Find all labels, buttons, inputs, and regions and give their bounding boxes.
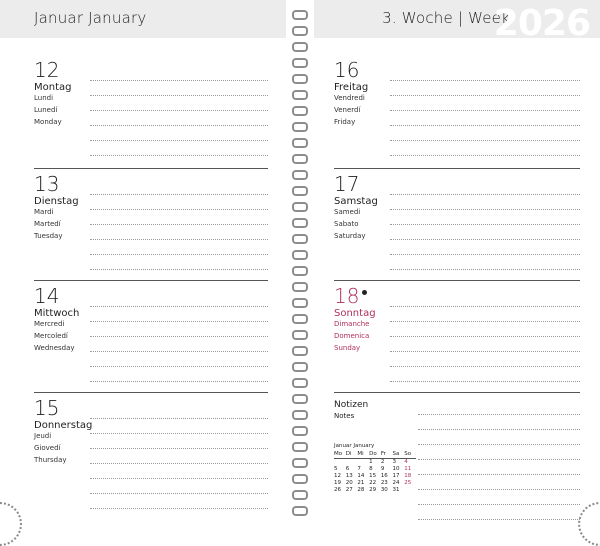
spiral-ring <box>292 330 308 340</box>
mini-week-row <box>334 466 416 473</box>
notes-lines[interactable] <box>418 400 580 520</box>
day-number: 17 <box>334 172 360 196</box>
spiral-ring <box>292 410 308 420</box>
mini-week-row <box>334 480 416 487</box>
day-name-fr: Mardi <box>34 208 54 216</box>
mini-day-cell: 21 <box>357 480 365 486</box>
mini-day-cell: 17 <box>392 473 400 479</box>
notes-title: Notizen <box>334 400 369 410</box>
day-number: 16 <box>334 58 360 82</box>
mini-day-cell: 8 <box>369 466 373 472</box>
mini-weekday-label: So <box>404 451 416 459</box>
spiral-ring <box>292 122 308 132</box>
day-name-it: Martedí <box>34 220 61 228</box>
day-number: 15 <box>34 396 60 420</box>
spiral-ring <box>292 266 308 276</box>
day-separator <box>34 168 268 169</box>
writing-lines[interactable] <box>90 404 268 509</box>
mini-day-cell: 27 <box>345 487 353 493</box>
spiral-ring <box>292 10 308 20</box>
day-name-it: Venerdí <box>334 106 361 114</box>
mini-day-cell: 29 <box>369 487 377 493</box>
spiral-ring <box>292 506 308 516</box>
day-number: 13 <box>34 172 60 196</box>
mini-day-cell: 6 <box>345 466 350 472</box>
day-name: Samstag <box>334 196 378 207</box>
day-name-en: Thursday <box>34 456 67 464</box>
writing-lines[interactable] <box>90 66 268 156</box>
mini-day-cell: 13 <box>345 473 353 479</box>
day-block-tuesday <box>0 172 286 284</box>
day-block-monday <box>0 58 286 170</box>
day-separator <box>34 392 268 393</box>
mini-week-row <box>334 459 416 467</box>
day-name-fr: Lundi <box>34 94 54 102</box>
mini-day-cell: 30 <box>380 487 388 493</box>
mini-day-cell: 2 <box>380 459 385 465</box>
mini-weekday-label: Fr <box>381 451 393 459</box>
mini-day-cell: 12 <box>334 473 341 479</box>
day-number: 12 <box>34 58 60 82</box>
mini-day-cell: 18 <box>404 473 412 479</box>
spiral-ring <box>292 458 308 468</box>
holiday-dot-icon <box>362 290 367 295</box>
spiral-ring <box>292 298 308 308</box>
day-name-en: Saturday <box>334 232 366 240</box>
day-name: Dienstag <box>34 196 79 207</box>
day-separator <box>334 392 580 393</box>
day-name: Mittwoch <box>34 308 80 319</box>
mini-day-cell: 23 <box>380 480 388 486</box>
day-block-sunday <box>314 284 600 396</box>
mini-day-cell: 31 <box>392 487 400 493</box>
year-label: 2026 <box>493 3 590 44</box>
day-name-en: Friday <box>334 118 356 126</box>
spiral-ring <box>292 394 308 404</box>
day-separator <box>334 280 580 281</box>
day-block-friday <box>314 58 600 170</box>
mini-calendar-grid <box>334 451 416 494</box>
spiral-ring <box>292 26 308 36</box>
day-block-thursday <box>0 396 286 508</box>
day-name-fr: Jeudi <box>34 432 52 440</box>
day-number: 18 <box>334 284 360 308</box>
day-name: Sonntag <box>334 308 376 319</box>
mini-day-cell: 3 <box>392 459 397 465</box>
day-name-en: Tuesday <box>34 232 63 240</box>
left-page <box>0 0 286 528</box>
spiral-ring <box>292 474 308 484</box>
mini-day-cell: 10 <box>392 466 400 472</box>
left-header <box>0 0 286 38</box>
mini-day-cell: 14 <box>357 473 365 479</box>
mini-day-cell: 5 <box>334 466 338 472</box>
mini-weekday-label: Di <box>346 451 358 459</box>
week-title: 3. Woche | Week <box>382 9 510 27</box>
spiral-ring <box>292 170 308 180</box>
spiral-ring <box>292 442 308 452</box>
corner-ornament <box>578 502 600 546</box>
day-name-fr: Vendredi <box>334 94 365 102</box>
mini-day-cell <box>357 459 369 467</box>
spiral-ring <box>292 42 308 52</box>
writing-lines[interactable] <box>390 180 580 270</box>
spiral-ring <box>292 490 308 500</box>
writing-lines[interactable] <box>90 292 268 382</box>
mini-day-cell: 26 <box>334 487 341 493</box>
spiral-ring <box>292 186 308 196</box>
mini-weekday-label: Do <box>369 451 381 459</box>
writing-lines[interactable] <box>390 66 580 156</box>
mini-week-row <box>334 487 416 494</box>
mini-day-cell: 4 <box>404 459 408 465</box>
mini-day-cell <box>346 459 358 467</box>
mini-weekday-label: Mo <box>334 451 346 459</box>
spiral-ring <box>292 138 308 148</box>
mini-day-cell: 24 <box>392 480 400 486</box>
spiral-ring <box>292 378 308 388</box>
spiral-ring <box>292 90 308 100</box>
day-name-fr: Dimanche <box>334 320 370 328</box>
mini-day-cell <box>404 487 416 494</box>
day-name-en: Sunday <box>334 344 361 352</box>
mini-day-cell: 7 <box>357 466 361 472</box>
spiral-ring <box>292 346 308 356</box>
day-name: Montag <box>34 82 72 93</box>
day-separator <box>34 280 268 281</box>
day-name-it: Mercoledí <box>34 332 68 340</box>
spiral-ring <box>292 74 308 84</box>
spiral-ring <box>292 106 308 116</box>
spiral-ring <box>292 426 308 436</box>
spiral-ring <box>292 234 308 244</box>
spiral-ring <box>292 202 308 212</box>
spiral-ring <box>292 154 308 164</box>
mini-week-row <box>334 473 416 480</box>
spiral-ring <box>292 282 308 292</box>
mini-day-cell: 28 <box>357 487 365 493</box>
spiral-binding <box>286 0 314 528</box>
day-name-fr: Samedi <box>334 208 361 216</box>
day-name: Donnerstag <box>34 420 93 431</box>
month-title: Januar January <box>34 9 147 27</box>
mini-day-cell: 19 <box>334 480 341 486</box>
mini-day-cell: 20 <box>345 480 353 486</box>
mini-day-cell <box>334 459 346 467</box>
day-name: Freitag <box>334 82 369 93</box>
spiral-ring <box>292 362 308 372</box>
spiral-ring <box>292 250 308 260</box>
mini-day-cell: 22 <box>369 480 377 486</box>
day-name-it: Domenica <box>334 332 370 340</box>
day-name-fr: Mercredi <box>34 320 65 328</box>
corner-ornament <box>0 502 22 546</box>
mini-day-cell: 9 <box>380 466 385 472</box>
writing-lines[interactable] <box>390 292 580 382</box>
day-name-en: Wednesday <box>34 344 75 352</box>
spiral-ring <box>292 218 308 228</box>
mini-day-cell: 16 <box>380 473 388 479</box>
notes-subtitle: Notes <box>334 412 355 420</box>
day-name-en: Monday <box>34 118 62 126</box>
day-name-it: Lunedí <box>34 106 58 114</box>
mini-day-cell: 11 <box>404 466 412 472</box>
writing-lines[interactable] <box>90 180 268 270</box>
right-header <box>314 0 600 44</box>
mini-calendar-title: Januar January <box>334 443 375 449</box>
day-name-it: Sabato <box>334 220 359 228</box>
day-separator <box>334 168 580 169</box>
right-page <box>314 0 600 528</box>
mini-day-cell: 1 <box>369 459 373 465</box>
day-block-wednesday <box>0 284 286 396</box>
day-block-saturday <box>314 172 600 284</box>
mini-day-cell: 25 <box>404 480 412 486</box>
mini-day-cell: 15 <box>369 473 377 479</box>
day-name-it: Giovedí <box>34 444 61 452</box>
mini-calendar <box>334 443 416 494</box>
spiral-ring <box>292 58 308 68</box>
spiral-ring <box>292 314 308 324</box>
mini-weekday-label: Sa <box>393 451 405 459</box>
mini-weekday-label: Mi <box>357 451 369 459</box>
day-number: 14 <box>34 284 60 308</box>
